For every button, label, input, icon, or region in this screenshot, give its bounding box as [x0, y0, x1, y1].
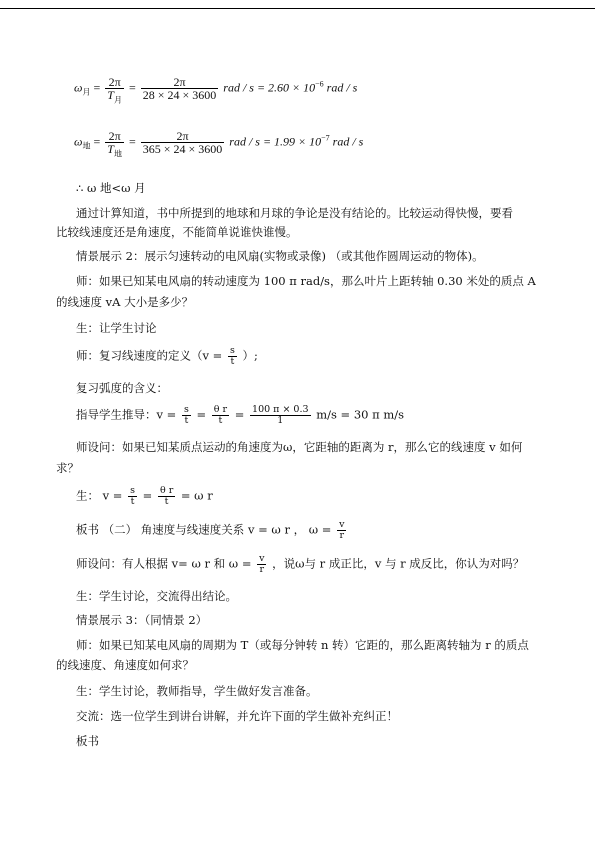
fraction: $\frac{s}{t}$: [183, 404, 189, 426]
board-note-1: 板书 （二） 角速度与线速度关系 v = ω r ， ω = $\frac{v}{r}$: [76, 519, 345, 541]
fraction: $\frac{100 \pi \times 0.3}{1}$: [252, 404, 309, 426]
board-note-2: 板书: [76, 734, 99, 748]
student-line: 生：学生讨论，教师指导，学生做好发言准备。: [76, 684, 318, 698]
paragraph-line: 师：如果已知某电风扇的转动速度为 100 π rad/s，那么叶片上距转轴 0.30 米处的质点 A: [76, 274, 536, 288]
fraction: $\frac{s}{t}$: [130, 485, 135, 507]
guide-derivation: 指导学生推导：v = $\frac{s}{t}$ = $\frac{\text{θ r}}{t}$ = $\frac{100 \pi \times 0.3}{1}$ m/s = 30 π m/s: [76, 404, 405, 426]
fraction: $\frac{s}{t}$: [229, 345, 235, 367]
formula-omega-earth: $\omega_地$ = $\frac{2\pi}{T_地}$ = $\frac{2\pi}{365 \times 24 \times 3600}$ rad / $s = 1.99 \times 10^{-7}$ rad / s: [74, 129, 364, 159]
fraction: $\frac{2\pi}{T_月}$: [107, 75, 122, 105]
conclusion: ∴ ω 地<ω 月: [76, 181, 146, 195]
student-line: 生：学生讨论，交流得出结论。: [76, 589, 237, 603]
fraction: $\frac{2\pi}{365 \times 24 \times 3600}$: [142, 129, 223, 156]
fraction: $\frac{v}{r}$: [259, 553, 265, 575]
paragraph-line: 师：如果已知某电风扇的周期为 T（或每分钟转 n 转）它距的，那么距离转轴为 r 的质点: [76, 638, 529, 652]
exchange-line: 交流：选一位学生到讲台讲解，并允许下面的学生做补充纠正！: [76, 709, 398, 723]
fraction: $\frac{v}{r}$: [339, 519, 345, 541]
formula-omega-moon: $\omega_月$ = $\frac{2\pi}{T_月}$ = $\frac{2\pi}{28 \times 24 \times 3600}$ rad / $s = 2.60 \times 10^{-6}$ rad / s: [74, 75, 358, 105]
scene-2: 情景展示 2：展示匀速转动的电风扇(实物或录像) （或其他作圆周运动的物体)。: [76, 249, 484, 263]
paragraph-line: 求？: [56, 461, 79, 475]
paragraph-line: 的线速度 vA 大小是多少？: [56, 295, 194, 309]
paragraph-line: 的线速度、角速度如何求？: [56, 658, 194, 672]
paragraph-line: 通过计算知道，书中所提到的地球和月球的争论是没有结论的。比较运动得快慢，要看: [76, 206, 513, 220]
fraction: $\frac{\text{θ r}}{t}$: [213, 404, 228, 426]
velocity-definition: 师：复习线速度的定义（v = $\frac{s}{t}$ ）;: [76, 345, 258, 367]
student-line: 生：让学生讨论: [76, 321, 157, 335]
paragraph-line: 师设问：如果已知某质点运动的角速度为ω，它距轴的距离为 r，那么它的线速度 v 如何: [76, 440, 523, 454]
scene-3: 情景展示 3：（同情景 2）: [76, 613, 208, 627]
student-derivation: 生： v = $\frac{s}{t}$ = $\frac{\text{θ r}}{t}$ = ω r: [76, 485, 213, 507]
fraction: $\frac{2\pi}{T_地}$: [107, 129, 122, 159]
paragraph-line: 比较线速度还是角速度，不能简单说谁快谁慢。: [56, 225, 298, 239]
header-rule: [0, 8, 595, 9]
teacher-question: 师设问：有人根据 v= ω r 和 ω = $\frac{v}{r}$ ，说ω与 r 成正比，v 与 r 成反比，你认为对吗？: [76, 553, 525, 575]
fraction: $\frac{2\pi}{28 \times 24 \times 3600}$: [142, 75, 217, 102]
fraction: $\frac{\text{θ r}}{t}$: [159, 485, 174, 507]
review-arc: 复习弧度的含义：: [76, 381, 168, 395]
